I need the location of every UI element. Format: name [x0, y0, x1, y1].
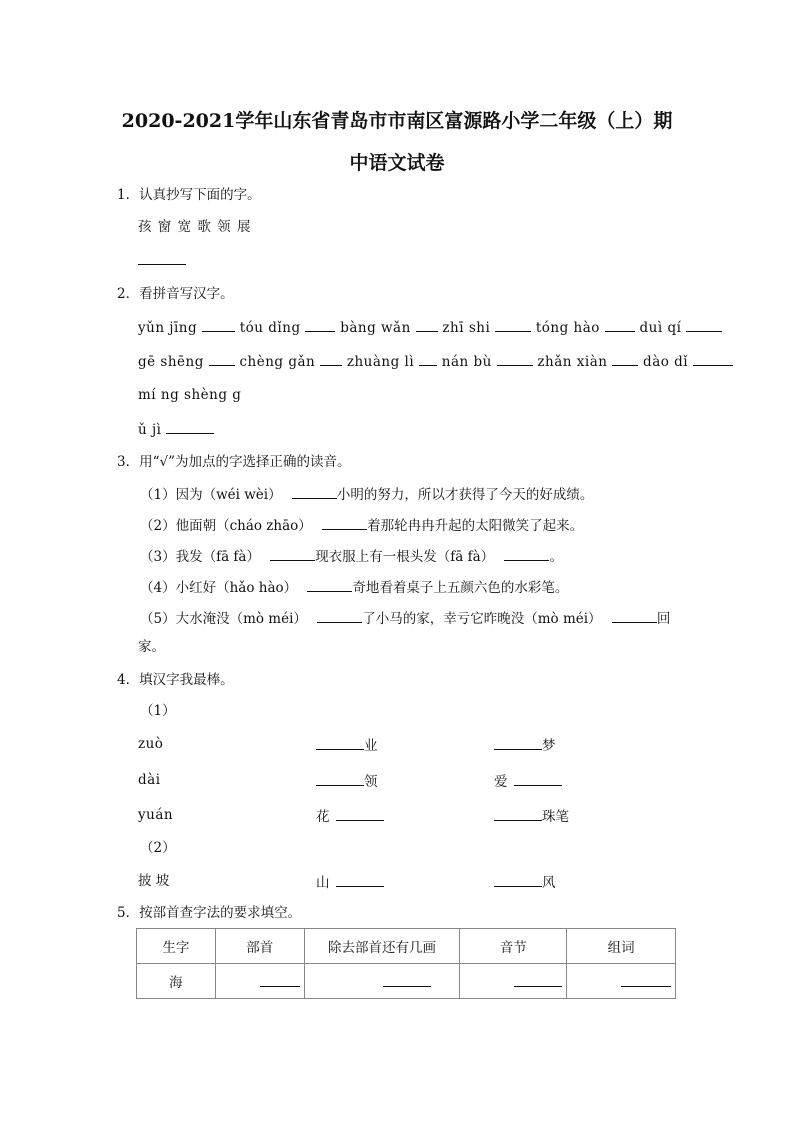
pinyin: tóu dǐng	[239, 320, 301, 336]
pinyin: dào dǐ	[643, 354, 689, 370]
q4-zuo-pinyin: zuò	[138, 736, 164, 752]
table-header: 音节	[460, 929, 567, 964]
pinyin: ǔ jì	[138, 422, 162, 438]
answer-blank[interactable]	[316, 735, 364, 750]
pinyin: chèng gǎn	[239, 354, 316, 370]
answer-blank[interactable]	[514, 771, 562, 786]
answer-blank[interactable]	[612, 351, 638, 366]
exam-title-line1: 2020-2021学年山东省青岛市市南区富源路小学二年级（上）期	[121, 110, 673, 132]
item-text: 回	[656, 611, 671, 627]
table-row	[137, 964, 676, 999]
table-cell-blank[interactable]	[304, 964, 460, 999]
q1-characters: 孩 窗 宽 歌 领 展	[138, 219, 252, 235]
answer-blank[interactable]	[307, 577, 352, 592]
table-cell-blank[interactable]	[215, 964, 304, 999]
pinyin: zhī shi	[442, 320, 491, 336]
answer-blank[interactable]	[419, 351, 437, 366]
word-text: 爱	[494, 774, 508, 790]
exam-title-line2: 中语文试卷	[349, 152, 445, 174]
q3-item1	[140, 484, 593, 504]
answer-blank[interactable]	[686, 317, 722, 332]
q4-label: 4．填汉字我最棒。	[117, 672, 234, 688]
q3-label: 3．用“√”为加点的字选择正确的读音。	[117, 454, 351, 470]
answer-blank[interactable]	[497, 351, 533, 366]
answer-blank[interactable]	[605, 317, 635, 332]
item-text: （5）大水淹没（mò méi）	[140, 611, 307, 627]
q2-row2	[138, 351, 733, 371]
pinyin: gē shēng	[138, 354, 204, 370]
q4-dai-a	[316, 771, 378, 791]
word-text: 梦	[542, 738, 556, 754]
table-header: 组词	[567, 929, 676, 964]
q5-label: 5．按部首查字法的要求填空。	[117, 905, 302, 921]
q2-label: 2．看拼音写汉字。	[117, 286, 234, 302]
answer-blank[interactable]	[166, 419, 214, 434]
item-text: 着那轮冉冉升起的太阳微笑了起来。	[367, 518, 584, 534]
answer-blank[interactable]	[383, 972, 431, 987]
q4-dai-pinyin: dài	[138, 772, 161, 788]
answer-blank[interactable]	[305, 317, 335, 332]
word-text: 领	[364, 774, 378, 790]
answer-blank[interactable]	[514, 972, 562, 987]
pinyin: duì qí	[639, 320, 682, 336]
answer-blank[interactable]	[322, 515, 367, 530]
q4-yuan-b	[494, 806, 569, 826]
answer-blank[interactable]	[320, 351, 342, 366]
q4-po-b	[494, 872, 556, 892]
table-header: 除去部首还有几画	[304, 929, 460, 964]
answer-blank[interactable]	[260, 972, 300, 987]
answer-blank[interactable]	[693, 351, 733, 366]
table-header-row	[137, 929, 676, 964]
answer-blank[interactable]	[494, 806, 542, 821]
word-text: 珠笔	[542, 809, 569, 825]
pinyin: zhuàng lì	[346, 354, 415, 370]
table-header: 部首	[215, 929, 304, 964]
q4-yuan-pinyin: yuán	[138, 807, 174, 823]
q1-answer-blank[interactable]	[138, 250, 186, 270]
word-text: 花	[316, 809, 330, 825]
answer-blank[interactable]	[416, 317, 438, 332]
q1-label: 1．认真抄写下面的字。	[117, 187, 261, 203]
item-text: （2）他面朝（cháo zhāo）	[140, 518, 312, 534]
radical-table	[136, 928, 676, 999]
pinyin: tóng hào	[535, 320, 600, 336]
answer-blank[interactable]	[336, 872, 384, 887]
table-header: 生字	[137, 929, 216, 964]
q4-yuan-a	[316, 806, 384, 826]
q3-item2	[140, 515, 583, 535]
word-text: 风	[542, 875, 556, 891]
q3-item5-cont: 家。	[138, 639, 165, 655]
pinyin: yǔn jīng	[138, 320, 198, 336]
pinyin: zhǎn xiàn	[537, 354, 608, 370]
q2-row3: mí ng shèng g	[138, 387, 242, 403]
answer-blank[interactable]	[612, 608, 657, 623]
answer-blank[interactable]	[209, 351, 235, 366]
answer-blank[interactable]	[317, 608, 362, 623]
item-text: 奇地看着桌子上五颜六色的水彩笔。	[352, 580, 569, 596]
q3-item4	[140, 577, 568, 597]
table-cell-blank[interactable]	[567, 964, 676, 999]
answer-blank[interactable]	[495, 317, 531, 332]
answer-blank[interactable]	[270, 546, 315, 561]
q4-part2-label: （2）	[140, 840, 176, 856]
q4-po-a	[316, 872, 384, 892]
q4-po-chars: 披 坡	[138, 873, 170, 889]
q2-row1	[138, 317, 722, 337]
item-text: 现衣服上有一根头发（fā fà）	[315, 549, 495, 565]
q4-zuo-a	[316, 735, 378, 755]
answer-blank[interactable]	[336, 806, 384, 821]
answer-blank[interactable]	[621, 972, 671, 987]
item-text: （1）因为（wéi wèi）	[140, 487, 282, 503]
pinyin: nán bù	[441, 354, 492, 370]
answer-blank[interactable]	[504, 546, 549, 561]
word-text: 业	[364, 738, 378, 754]
answer-blank[interactable]	[494, 872, 542, 887]
item-text: （4）小红好（hǎo hào）	[140, 580, 298, 596]
q4-part1-label: （1）	[140, 703, 176, 719]
q3-item3	[140, 546, 563, 566]
answer-blank[interactable]	[292, 484, 337, 499]
table-cell-blank[interactable]	[460, 964, 567, 999]
item-text: （3）我发（fā fà）	[140, 549, 260, 565]
q4-dai-b	[494, 771, 562, 791]
word-text: 山	[316, 875, 330, 891]
item-text: 小明的努力，所以才获得了今天的好成绩。	[336, 487, 594, 503]
item-text: 了小马的家，幸亏它昨晚没（mò méi）	[362, 611, 602, 627]
answer-blank[interactable]	[494, 735, 542, 750]
pinyin: bàng wǎn	[340, 320, 411, 336]
answer-blank[interactable]	[316, 771, 364, 786]
answer-blank[interactable]	[202, 317, 235, 332]
table-cell-char: 海	[137, 964, 216, 999]
q4-zuo-b	[494, 735, 556, 755]
q2-row4	[138, 419, 214, 439]
item-text: 。	[549, 549, 563, 565]
q3-item5	[140, 608, 670, 628]
